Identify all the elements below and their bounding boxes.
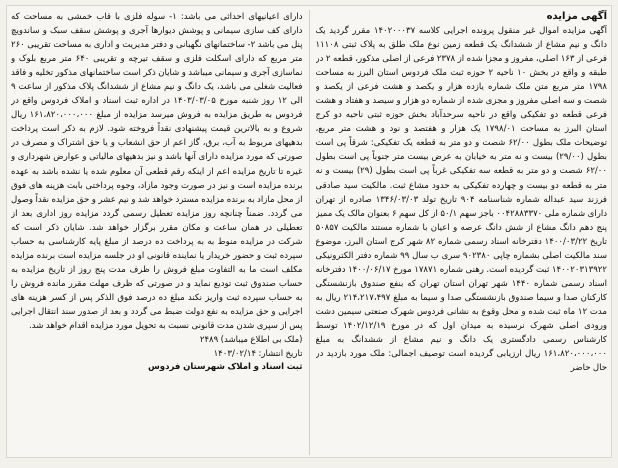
- signature: ثبت اسناد و املاک شهرستان فردوس: [148, 362, 303, 373]
- notice-left-column: [11, 10, 303, 455]
- notice-page: [6, 5, 612, 458]
- tracking-number: (ملک بی اطلاع میباشد) ۲۴۸۹: [199, 335, 303, 346]
- publish-date: تاریخ انتشار: ۱۴۰۳/۰۲/۱۴: [213, 348, 303, 359]
- notice-body-left: دارای اعیانیهای احداثی می باشد: ۱- سوله فلزی با قاب خمشی به مساحت که دارای کف سازی سیمانی و پوشش دیوارها آجری و پوشش سقف سبک و ساندویچ پنل می باشد ۲- ساختمانهای نگهبانی و دفتر مدیریت و اداری به مساحت تقریبی ۲۶۰ متر مربع که دارای اسکلت فلزی و سقف تیرچه و تقریبی ۶۴۰ متر مربع بلوک و نماسازی آجری و سیمانی میباشد و شایان ذکر است ساختمانهای مذکور تخلیه و فاقد فعالیت شغلی می باشد، یک دانگ و نیم مشاع از ششدانگ پلاک مذکور از ساعت ۹ الی ۱۲ روز شنبه مورخ ۱۴۰۳/۰۳/۰۵ در اداره ثبت اسناد و املاک فردوس واقع در فردوس به طریق مزایده به فروش میرسد مزایده از مبلغ ۱۶۱،۸۲۰،۰۰۰،۰۰۰ ریال شروع و به بالاترین قیمت پیشنهادی نقداً فروخته شود. لازم به ذکر است پرداخت بدهیهای مربوط به آب، برق، گاز اعم از حق انشعاب و یا حق اشتراک و مصرف در صورتی که مورد مزایده دارای آنها باشد و نیز بدهیهای مالیاتی و عوارض شهرداری و غیره تا تاریخ مزایده اعم از اینکه رقم قطعی آن معلوم شده یا نشده باشد به عهده برنده مزایده است و نیز در صورت وجود مازاد، وجوه پرداختی بابت هزینه های فوق از محل مازاد به برنده مزایده مسترد خواهد شد و نیم عشر و حق مزایده نقداً وصول می گردد. ضمناً چنانچه روز مزایده تعطیل رسمی گردد مزایده روز اداری بعد از تعطیلی در همان ساعت و مکان مقرر برگزار خواهد شد. شایان ذکر است که شرکت در مزایده منوط به به پرداخت ده درصد از مبلغ پایه کارشناسی به حساب سپرده ثبت و حضور خریدار یا نماینده قانونی او در جلسه مزایده است برنده مزایده مکلف است ما به التفاوت مبلغ فروش را ظرف مدت پنج روز از تاریخ مزایده به حساب صندوق ثبت تودیع نماید و در صورتی که ظرف مهلت مقرر مانده فروش را به حساب سپرده ثبت واریز نکند مبلغ ده درصد فوق الذکر پس از کسر هزینه های اجرایی و حق مزایده به نفع دولت ضبط می گردد و بعد از صدور سند انتقال اجرایی پس از سپری شدن مدت قانونی نسبت به تحویل مورد مزایده اقدام خواهد شد.: [11, 12, 303, 332]
- notice-footer: [11, 334, 303, 375]
- notice-title: آگهی مزایده: [546, 11, 607, 22]
- notice-right-column: [316, 10, 608, 455]
- notice-body-right: آگهی مزایده اموال غیر منقول پرونده اجرایی کلاسه ۱۴۰۲۰۰۰۳۷ مقرر گردید یک دانگ و نیم مشاع از ششدانگ یک قطعه زمین نوع ملک طلق به پلاک ثبتی ۱۱۱۰۸ فرعی از ۱۶۳ اصلی، مفروز و مجزا شده از ۲۳۷۸ فرعی از اصلی مذکور، قطعه ۲ در طبقه و واقع در بخش ۱۰ ناحیه ۲ حوزه ثبت ملک فردوس استان البرز به مساحت ۱۷۹۸ متر مربع متن ملک شماره یازده هزار و یکصد و هشت فرعی از یکصد و شصت و سه اصلی مفروز و مجزی شده از شماره دو هزار و سیصد و هفتاد و هشت فرعی قطعه دو تفکیکی واقع در ناحیه سرحدآباد بخش حوزه ثبتی ناحیه دو کرج استان البرز به مساحت ۱۷۹۸/۰۱ یک هزار و هفتصد و نود و هشت متر مربع، توضیحات ملک بطول ۶۲/۰۰ شصت و دو متر به قطعه یک تفکیکی: شرقاً پی است بطول (۲۹/۰۰) بیست و نه متر به خیابان به عرض بیست متر جنوباً پی است بطول ۶۲/۰۰ شصت و دو متر به قطعه سه تفکیکی غرباً پی است بطول (۲۹) بیست و نه متر به قطعه دو بیست و چهارده تفکیکی به حدود مشاع ثبت. مالکیت سید صادقی فرزند سید عبداله شماره شناسنامه ۹۰۴ تاریخ تولد ۱۳۴۶/۰۳/۰۳ صادره از تهران دارای شماره ملی ۰۰۴۲۸۸۳۳۷۰ باجز سهم ۵۰/۱ از کل سهم ۶ بعنوان مالک یک ممیز پنج دهم دانگ مشاع از شش دانگ عرصه و اعیان با شماره مستند مالکیت ۵۰۸۵۷ تاریخ ۱۴۰۰/۰۳/۲۲ دفترخانه اسناد رسمی شماره ۸۲ شهر کرج استان البرز، موضوع سند مالکیت اصلی بشماره چاپی ۹۰۲۳۸۰ سری ب سال ۹۹ شماره دفتر الکترونیکی ۱۴۰۰۲۰۳۱۳۹۲۲ ثبت گردیده است. رهنی شماره ۱۷۸۷۱ مورخ ۱۴۰۰/۰۶/۱۷ دفترخانه اسناد رسمی شماره ۱۴۴۰ شهر تهران استان تهران که بنفع صندوق بازنشستگی کارکنان صدا و سیما صندوق بازنشستگی صدا و سیما به مبلغ ۲۱۴،۲۱۷،۴۹۷ ریال به مدت ۱۲ ماه ثبت شده و محل وقوع به نشانی فردوس شهرک صنعتی سیمین دشت ورودی اصلی شهرک نرسیده به میدان اول که در مورخ ۱۴۰۲/۱۲/۱۹ توسط کارشناس رسمی دادگستری یک دانگ و نیم مشاع از ششدانگ به مبلغ ۱۶۱،۸۲۰،۰۰۰،۰۰۰ ریال ارزیابی گردیده است توصیف اجمالی: ملک مورد بازدید در حال حاضر: [315, 26, 607, 374]
- column-divider: [309, 10, 310, 455]
